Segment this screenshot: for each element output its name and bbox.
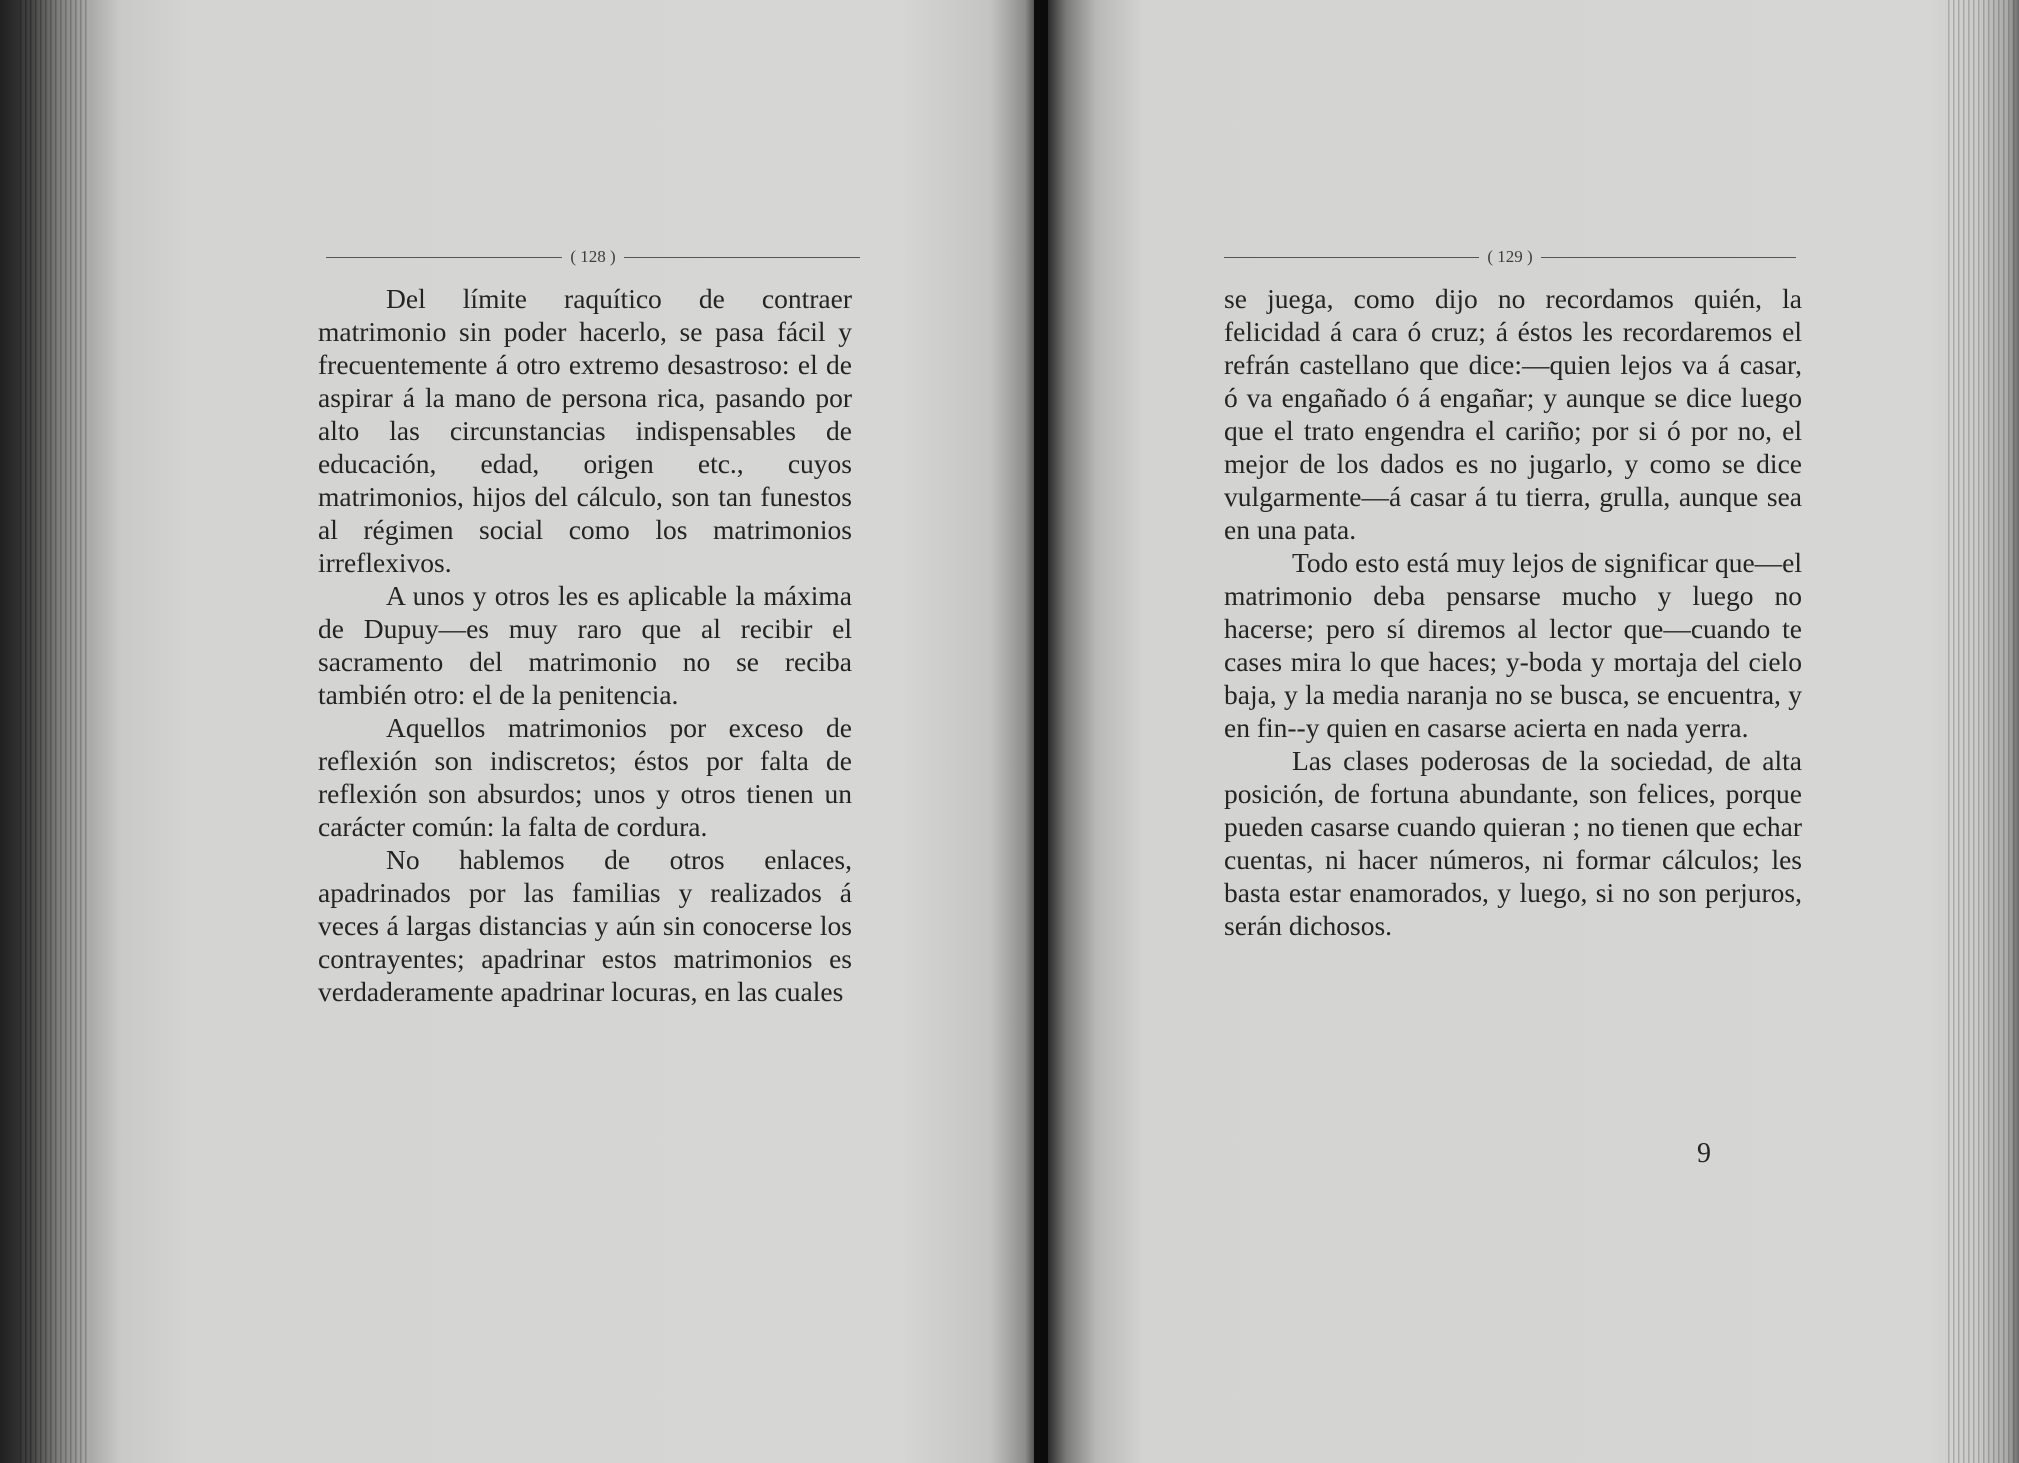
right-page xyxy=(1048,0,2019,1463)
paragraph: Las clases poderosas de la sociedad, de alta posición, de fortuna abundante, son felices, porque pueden casarse cuando quieran ; no tienen que echar cuentas, ni hacer números, ni formar cálculos; les basta estar enamorados, y luego, si no son perjuros, serán dichosos. xyxy=(1224,745,1802,941)
right-page-number: ( 129 ) xyxy=(1487,247,1533,266)
head-rule xyxy=(1224,257,1479,258)
left-text-block xyxy=(318,282,852,1008)
right-running-head xyxy=(1224,245,1796,269)
head-rule xyxy=(326,257,562,258)
head-rule xyxy=(1541,257,1796,258)
book-gutter xyxy=(1034,0,1048,1463)
page-edge-texture xyxy=(20,0,90,1463)
paragraph: A unos y otros les es aplicable la máxima de Dupuy—es muy raro que al recibir el sacramento del matrimonio no se reciba también otro: el de la penitencia. xyxy=(318,580,852,710)
right-text-block xyxy=(1224,282,1802,942)
head-rule xyxy=(624,257,860,258)
paragraph: Todo esto está muy lejos de significar que—el matrimonio deba pensarse mucho y luego no hacerse; pero sí diremos al lector que—cuando te cases mira lo que haces; y-boda y mortaja del cielo baja, y la media naranja no se busca, se encuentra, y en fin--y quien en casarse acierta en nada yerra. xyxy=(1224,547,1802,743)
page-edge-texture xyxy=(1948,0,2018,1463)
paragraph: Aquellos matrimonios por exceso de reflexión son indiscretos; éstos por falta de reflexión son absurdos; unos y otros tienen un carácter común: la falta de cordura. xyxy=(318,712,852,842)
signature-mark: 9 xyxy=(1697,1138,1711,1169)
left-page-number: ( 128 ) xyxy=(570,247,616,266)
left-running-head xyxy=(326,245,860,269)
paragraph: No hablemos de otros enlaces, apadrinados por las familias y realizados á veces á largas distancias y aún sin conocerse los contrayentes; apadrinar estos matrimonios es verdaderamente apadrinar locuras, en las cuales xyxy=(318,844,852,1007)
continued-paragraph: se juega, como dijo no recordamos quién, la felicidad á cara ó cruz; á éstos les recordaremos el refrán castellano que dice:—quien lejos va á casar, ó va engañado ó á engañar; y aunque se dice luego que el trato engendra el cariño; por si ó por no, el mejor de los dados es no jugarlo, y como se dice vulgarmente—á casar á tu tierra, grulla, aunque sea en una pata. xyxy=(1224,283,1802,545)
paragraph: Del límite raquítico de contraer matrimonio sin poder hacerlo, se pasa fácil y frecuentemente á otro extremo desastroso: el de aspirar á la mano de persona rica, pasando por alto las circunstancias indispensables de educación, edad, origen etc., cuyos matrimonios, hijos del cálculo, son tan funestos al régimen social como los matrimonios irreflexivos. xyxy=(318,283,852,578)
